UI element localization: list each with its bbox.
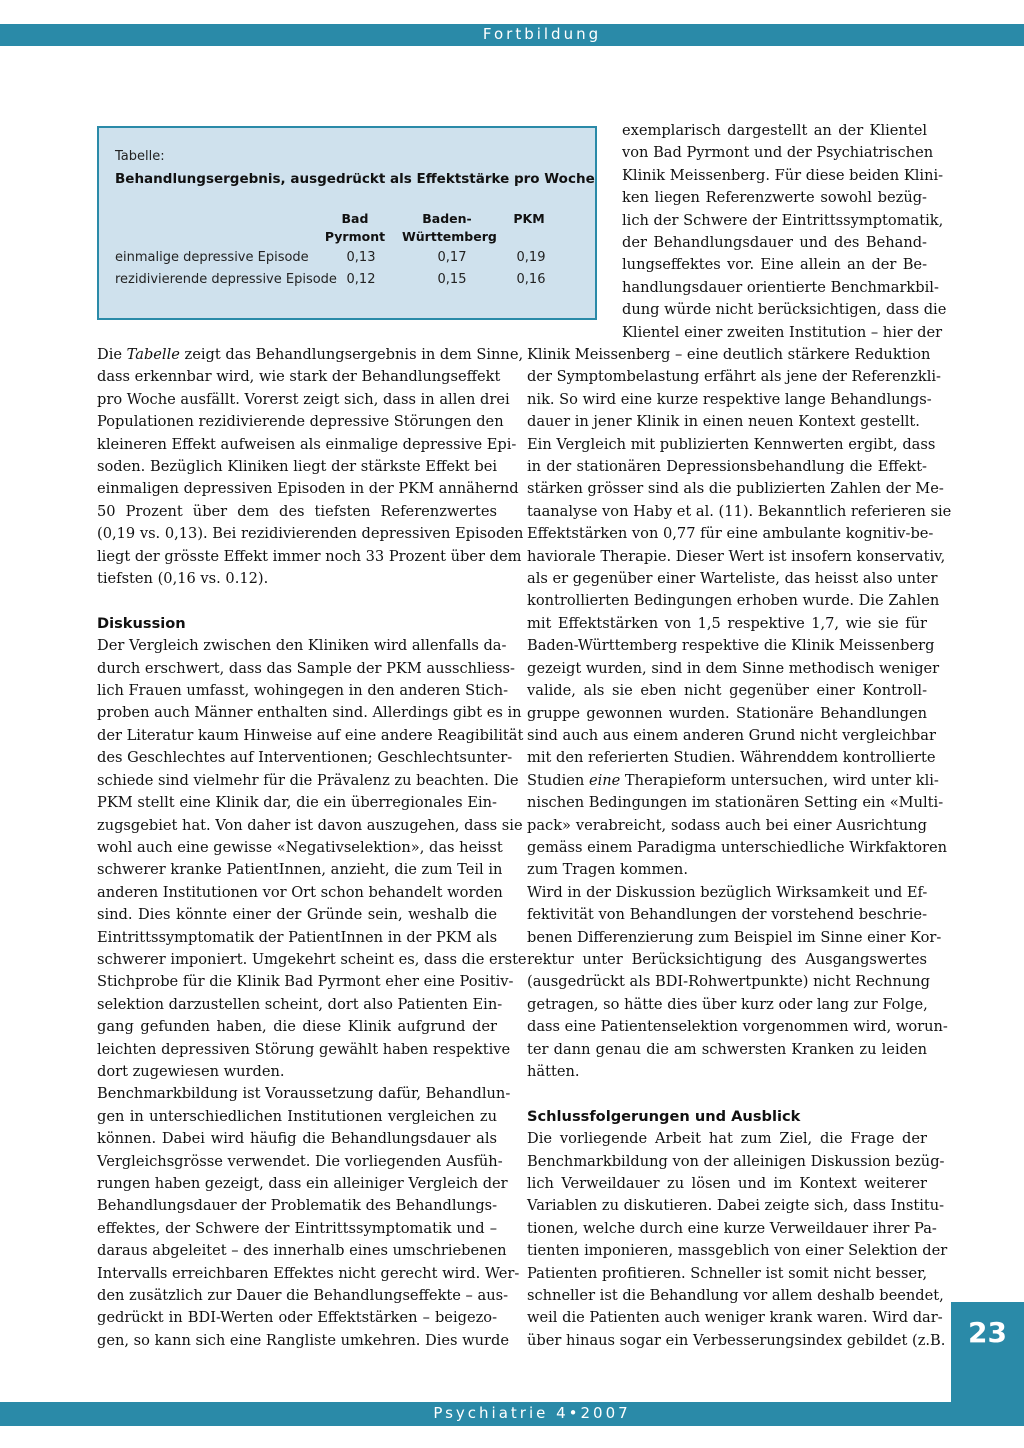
table-cell: 0,15 (437, 272, 467, 287)
text-line: schiede sind vielmehr für die Prävalenz zu beachten. Die (97, 771, 519, 789)
table-cell: 0,13 (346, 250, 376, 265)
text-line: exemplarisch dargestellt an der Klientel (622, 122, 927, 139)
text-line: Behandlungsdauer der Problematik des Behandlungs- (97, 1197, 498, 1215)
text-line: ken liegen Referenzwerte sowohl bezüg- (622, 189, 927, 207)
text-line: Stichprobe für die Klinik Bad Pyrmont eher eine Positiv- (97, 973, 514, 991)
text-line: (ausgedrückt als BDI-Rohwertpunkte) nicht Rechnung (527, 973, 930, 991)
text-line: Benchmarkbildung ist Voraussetzung dafür, Behandlun- (97, 1085, 511, 1103)
text-line: anderen Institutionen vor Ort schon behandelt worden (97, 883, 503, 901)
text-line: rungen haben gezeigt, dass ein alleiniger Vergleich der (97, 1175, 508, 1193)
text-line: nischen Bedingungen im stationären Setting ein «Multi- (527, 794, 944, 812)
right-text-column (527, 344, 952, 1352)
text-line: einmaligen depressiven Episoden in der PKM annähernd (97, 480, 519, 498)
table-cell: 0,19 (516, 250, 546, 265)
text-line: über hinaus sogar ein Verbesserungsindex gebildet (z.B. (527, 1331, 946, 1349)
text-line: nik. So wird eine kurze respektive lange Behandlungs- (527, 390, 932, 408)
text-line: schwerer imponiert. Umgekehrt scheint es, dass die erste (97, 950, 527, 968)
text-line: pro Woche ausfällt. Vorerst zeigt sich, dass in allen drei (97, 390, 510, 408)
text-line: ter dann genau die am schwersten Kranken zu leiden (527, 1040, 927, 1058)
text-line: Klientel einer zweiten Institution – hier der (622, 323, 943, 341)
page-number: 23 (968, 1316, 1007, 1349)
text-line: schneller ist die Behandlung vor allem deshalb beendet, (527, 1287, 944, 1305)
text-line: Baden-Württemberg respektive die Klinik Meissenberg (527, 637, 935, 655)
text-line: proben auch Männer enthalten sind. Allerdings gibt es in (97, 704, 522, 722)
text-line: dung würde nicht berücksichtigen, dass die (622, 301, 947, 319)
table-column-header-line: Baden- (422, 211, 472, 226)
table-cell: 0,12 (346, 272, 376, 287)
journal-title: Psychiatrie 4•2007 (433, 1404, 631, 1422)
text-line: Die vorliegende Arbeit hat zum Ziel, die Frage der (527, 1130, 927, 1148)
text-line: handlungsdauer orientierte Benchmarkbil- (622, 278, 939, 296)
text-line: lich Frauen umfasst, wohingegen in den anderen Stich- (97, 682, 509, 700)
text-line: zum Tragen kommen. (527, 861, 688, 879)
text-line: dauer in jener Klinik in einen neuen Kontext gestellt. (527, 413, 920, 431)
text-line: Populationen rezidivierende depressive Störungen den (97, 413, 504, 431)
text-line: können. Dabei wird häufig die Behandlungsdauer als (97, 1130, 497, 1148)
text-line: den zusätzlich zur Dauer die Behandlungseffekte – aus- (97, 1287, 509, 1305)
journal-footer-bar (0, 1402, 1024, 1426)
text-line: Eintrittssymptomatik der PatientInnen in der PKM als (97, 928, 498, 946)
text-line: 50 Prozent über dem des tiefsten Referenzwertes (97, 502, 497, 520)
page-number-box (951, 1302, 1024, 1402)
text-line: soden. Bezüglich Kliniken liegt der stärkste Effekt bei (97, 458, 497, 476)
text-line: Klinik Meissenberg – eine deutlich stärkere Reduktion (527, 346, 931, 363)
text-line: liegt der grösste Effekt immer noch 33 Prozent über dem (97, 547, 522, 565)
text-line: Intervalls erreichbaren Effektes nicht gerecht wird. Wer- (97, 1264, 520, 1282)
text-line: lungseffektes vor. Eine allein an der Be- (622, 256, 927, 274)
text-line: selektion darzustellen scheint, dort also Patienten Ein- (97, 995, 503, 1013)
text-line: in der stationären Depressionsbehandlung die Effekt- (527, 458, 927, 476)
paragraph-gap (97, 590, 497, 612)
text-line: lich der Schwere der Eintrittssymptomatik, (622, 211, 944, 229)
section-title: Fortbildung (482, 25, 602, 43)
text-line: der Literatur kaum Hinweise auf eine andere Reagibilität (97, 726, 524, 744)
text-line: sind auch aus einem anderen Grund nicht vergleichbar (527, 726, 936, 744)
text-line: tienten imponieren, massgeblich von einer Selektion der (527, 1242, 948, 1260)
text-line: dort zugewiesen wurden. (97, 1062, 285, 1080)
table-column-header (402, 210, 497, 246)
text-line: dass eine Patientenselektion vorgenommen wird, worun- (527, 1018, 948, 1036)
text-line: zugsgebiet hat. Von daher ist davon auszugehen, dass sie (97, 816, 523, 834)
table-column-header-line: Bad Pyrmont (324, 211, 386, 244)
text-line: sind. Dies könnte einer der Gründe sein, weshalb die (97, 906, 497, 924)
text-line: benen Differenzierung zum Beispiel im Sinne einer Kor- (527, 928, 942, 946)
text-line: valide, als sie eben nicht gegenüber einer Kontroll- (527, 682, 927, 700)
paragraph-gap (527, 1083, 927, 1105)
table-column-header (310, 210, 400, 246)
text-line: pack» verabreicht, sodass auch bei einer Ausrichtung (527, 816, 927, 834)
text-line: durch erschwert, dass das Sample der PKM ausschliess- (97, 659, 515, 677)
table-caption: Tabelle: (115, 149, 165, 164)
text-line: rektur unter Berücksichtigung des Ausgangswertes (527, 950, 927, 968)
text-line: lich Verweildauer zu lösen und im Kontext weiterer (527, 1175, 927, 1193)
text-line: stärken grösser sind als die publizierten Zahlen der Me- (527, 480, 944, 498)
text-line: weil die Patienten auch weniger krank waren. Wird dar- (527, 1309, 943, 1327)
text-line: tionen, welche durch eine kurze Verweildauer ihrer Pa- (527, 1219, 937, 1237)
text-line: (0,19 vs. 0,13). Bei rezidivierenden depressiven Episoden (97, 525, 524, 543)
text-line: Studien eine Therapieform untersuchen, wird unter kli- (527, 771, 939, 789)
text-line: gen, so kann sich eine Rangliste umkehren. Dies wurde (97, 1331, 510, 1349)
emphasis: eine (588, 771, 621, 789)
text-line: tiefsten (0,16 vs. 0.12). (97, 570, 269, 588)
text-line: schwerer kranke PatientInnen, anzieht, die zum Teil in (97, 861, 503, 879)
text-line: haviorale Therapie. Dieser Wert ist insofern konservativ, (527, 547, 946, 565)
table-column-header (499, 210, 559, 228)
text-line: mit Effektstärken von 1,5 respektive 1,7, wie sie für (527, 614, 927, 632)
text-line: Klinik Meissenberg. Für diese beiden Klini- (622, 166, 944, 184)
text-line: PKM stellt eine Klinik dar, die ein überregionales Ein- (97, 794, 497, 812)
text-line: Variablen zu diskutieren. Dabei zeigte sich, dass Institu- (527, 1197, 945, 1215)
table-row-label: rezidivierende depressive Episode (115, 272, 337, 287)
text-line: kleineren Effekt aufweisen als einmalige depressive Epi- (97, 435, 517, 453)
text-line: fektivität von Behandlungen der vorstehend beschrie- (527, 906, 927, 924)
text-line: kontrollierten Bedingungen erhoben wurde. Die Zahlen (527, 592, 940, 610)
text-line: gen in unterschiedlichen Institutionen vergleichen zu (97, 1107, 497, 1125)
text-line: Patienten profitieren. Schneller ist somit nicht besser, (527, 1264, 928, 1282)
text-line: gruppe gewonnen wurden. Stationäre Behandlungen (527, 704, 927, 722)
text-line: taanalyse von Haby et al. (11). Bekanntlich referieren sie (527, 502, 952, 520)
emphasis: Tabelle (126, 346, 180, 363)
text-line: der Behandlungsdauer und des Behand- (622, 234, 927, 252)
text-line: gezeigt wurden, sind in dem Sinne methodisch weniger (527, 659, 940, 677)
table-cell: 0,17 (437, 250, 467, 265)
table-title: Behandlungsergebnis, ausgedrückt als Effektstärke pro Woche (115, 171, 595, 187)
table-row-label: einmalige depressive Episode (115, 250, 309, 265)
text-line: Benchmarkbildung von der alleinigen Diskussion bezüg- (527, 1152, 945, 1170)
text-line: der Symptombelastung erfährt als jene der Referenzkli- (527, 368, 941, 386)
right-text-column-top (622, 120, 947, 344)
text-line: Vergleichsgrösse verwendet. Die vorliegenden Ausfüh- (97, 1152, 503, 1170)
text-line: gemäss einem Paradigma unterschiedliche Wirkfaktoren (527, 838, 948, 856)
text-line: von Bad Pyrmont und der Psychiatrischen (622, 144, 934, 162)
table-column-header-line: PKM (513, 211, 545, 226)
text-line: mit den referierten Studien. Währenddem kontrollierte (527, 749, 936, 767)
text-line: effektes, der Schwere der Eintrittssymptomatik und – (97, 1219, 497, 1237)
table-cell: 0,16 (516, 272, 546, 287)
text-line: wohl auch eine gewisse «Negativselektion», das heisst (97, 838, 503, 856)
text-line: Ein Vergleich mit publizierten Kennwerten ergibt, dass (527, 435, 936, 453)
text-line: getragen, so hätte dies über kurz oder lang zur Folge, (527, 995, 928, 1013)
section-heading: Diskussion (97, 614, 186, 632)
text-line: Effektstärken von 0,77 für eine ambulante kognitiv-be- (527, 525, 934, 543)
text-line: leichten depressiven Störung gewählt haben respektive (97, 1040, 511, 1058)
text-line: gedrückt in BDI-Werten oder Effektstärken – beigezo- (97, 1309, 497, 1327)
left-text-column (97, 344, 527, 1352)
text-line: daraus abgeleitet – des innerhalb eines umschriebenen (97, 1242, 507, 1260)
text-line: gang gefunden haben, die diese Klinik aufgrund der (97, 1018, 497, 1036)
text-line: Die Tabelle zeigt das Behandlungsergebnis in dem Sinne, (97, 346, 524, 363)
section-heading: Schlussfolgerungen und Ausblick (527, 1107, 801, 1125)
text-line: dass erkennbar wird, wie stark der Behandlungseffekt (97, 368, 501, 386)
text-line: Der Vergleich zwischen den Kliniken wird allenfalls da- (97, 637, 507, 655)
text-line: hätten. (527, 1063, 580, 1080)
text-line: als er gegenüber einer Warteliste, das heisst also unter (527, 570, 938, 588)
text-line: Wird in der Diskussion bezüglich Wirksamkeit und Ef- (527, 883, 928, 901)
section-header-bar (0, 24, 1024, 46)
table-column-header-line: Württemberg (402, 229, 497, 244)
results-table (97, 126, 597, 320)
text-line: des Geschlechtes auf Interventionen; Geschlechtsunter- (97, 749, 513, 767)
